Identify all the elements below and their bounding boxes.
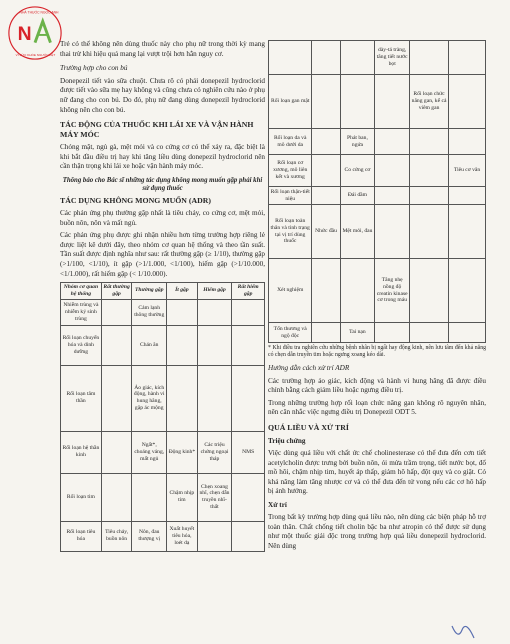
table-cell bbox=[101, 325, 132, 365]
lactation-heading: Trường hợp cho con bú bbox=[60, 64, 128, 73]
table-cell bbox=[101, 431, 132, 473]
table-cell: Rối loạn toàn thân và tình trạng tại vị trí dùng thuốc bbox=[269, 205, 312, 259]
table-cell bbox=[410, 323, 449, 343]
table-cell: Chậm nhịp tim bbox=[167, 473, 198, 521]
table-cell: Rối loạn tim bbox=[61, 473, 102, 521]
table-cell bbox=[312, 323, 340, 343]
svg-text:N: N bbox=[17, 23, 32, 45]
table-cell: Nhức đầu bbox=[312, 205, 340, 259]
table-cell: Tiêu cơ vân bbox=[449, 155, 486, 187]
table-cell bbox=[312, 75, 340, 129]
svg-text:VÌ SỨC KHỎE NGƯỜI VIỆT: VÌ SỨC KHỎE NGƯỜI VIỆT bbox=[15, 53, 56, 58]
table-row bbox=[61, 521, 265, 551]
table-row bbox=[61, 325, 265, 365]
table-cell bbox=[132, 473, 167, 521]
table-row bbox=[269, 129, 486, 155]
table-row bbox=[269, 323, 486, 343]
table-cell bbox=[410, 155, 449, 187]
table-cell bbox=[312, 187, 340, 205]
symptoms-heading: Triệu chứng bbox=[268, 436, 306, 445]
table-cell: Rối loạn cơ xương, mô liên kết và xương bbox=[269, 155, 312, 187]
table-cell: Rối loạn tâm thần bbox=[61, 365, 102, 431]
table-cell: Xuất huyết tiêu hóa, loét dạ bbox=[167, 521, 198, 551]
table-row bbox=[269, 205, 486, 259]
table-cell bbox=[101, 365, 132, 431]
table-cell: Nôn, đau thượng vị bbox=[132, 521, 167, 551]
table-cell bbox=[312, 155, 340, 187]
table-row bbox=[269, 155, 486, 187]
table-cell: Xét nghiệm bbox=[269, 259, 312, 323]
table-cell: NMS bbox=[232, 431, 265, 473]
table-cell: dày-tá tràng, tăng tiết nước bọt bbox=[375, 41, 410, 75]
table-cell: Các triệu chứng ngoại tháp bbox=[197, 431, 232, 473]
adr-paragraph-1: Các phản ứng phụ thường gặp nhất là tiêu chảy, co cứng cơ, mệt mỏi, buồn nôn, nôn và mất ngủ. bbox=[60, 208, 265, 227]
table-cell bbox=[167, 365, 198, 431]
table-cell bbox=[167, 325, 198, 365]
table-cell bbox=[232, 299, 265, 325]
left-column bbox=[60, 40, 265, 552]
table-cell bbox=[410, 259, 449, 323]
table-row bbox=[61, 473, 265, 521]
table-cell bbox=[269, 41, 312, 75]
adr-table-right bbox=[268, 40, 486, 343]
table-cell: Rối loạn tiêu hóa bbox=[61, 521, 102, 551]
table-cell bbox=[312, 259, 340, 323]
table-cell: Tai nạn bbox=[340, 323, 375, 343]
table-cell: Cảm lạnh thông thường bbox=[132, 299, 167, 325]
table-cell bbox=[410, 41, 449, 75]
table-header-row bbox=[61, 283, 265, 300]
treatment-heading: Xử trí bbox=[268, 500, 287, 509]
table-row bbox=[61, 365, 265, 431]
table-cell bbox=[449, 41, 486, 75]
table-cell: Động kinh* bbox=[167, 431, 198, 473]
table-header: Thường gặp bbox=[132, 283, 167, 300]
symptoms-text: Việc dùng quá liều với chất ức chế cholinesterase có thể đưa đến cơn tiết acetylcholin được trưng bởi buồn nôn, ói mửa trầm trọng, tiết nước bọt, đổ mồ hôi, chậm nhịp tim, huyết áp thấp, giảm hô hấp, đột quỵ và co giật. Có khả năng làm tăng nhược cơ và có thể đưa đến tử vong nếu các cơ hô hấp bị ảnh hưởng. bbox=[268, 448, 486, 496]
lactation-text: Donepezil tiết vào sữa chuột. Chưa rõ có phải donepezil hydroclorid được tiết vào sữa mẹ hay không và cũng chưa có nghiên cứu nào ở phụ nữ đang cho con bú. Do đó, phụ nữ đang dùng donepezil hydroclorid không nên cho con bú. bbox=[60, 76, 265, 114]
table-row bbox=[269, 259, 486, 323]
table-cell: Ngất*, choáng váng, mất ngủ bbox=[132, 431, 167, 473]
table-cell: Co cứng cơ bbox=[340, 155, 375, 187]
driving-heading: TÁC ĐỘNG CỦA THUỐC KHI LÁI XE VÀ VẬN HÀNH MÁY MÓC bbox=[60, 120, 254, 140]
table-cell bbox=[375, 205, 410, 259]
table-cell bbox=[232, 365, 265, 431]
adr-paragraph-2: Các phản ứng phụ được ghi nhận nhiều hơn từng trường hợp riêng lẻ được liệt kê dưới đây, theo nhóm cơ quan hệ thống và theo tần suất. Tần suất được định nghĩa như sau: rất thường gặp (≥ 1/10), thường gặp (>1/100, <1/10), ít gặp (>1/1.000, <1/100), hiếm gặp (>1/10.000, <1/1.000), rất hiếm gặp (< 1/10.000). bbox=[60, 231, 265, 278]
table-header: Nhóm cơ quan hệ thống bbox=[61, 283, 102, 300]
table-cell bbox=[197, 325, 232, 365]
table-cell bbox=[375, 187, 410, 205]
table-cell bbox=[410, 205, 449, 259]
driving-text: Chóng mặt, ngủ gà, mệt mỏi và co cứng cơ có thể xảy ra, đặc biệt là khi bắt đầu điều trị hay khi tăng liều dùng donepezil hydroclorid nên cần thận trọng khi lái xe hoặc vận hành máy móc. bbox=[60, 143, 265, 171]
table-cell: Tăng nhẹ nồng độ creatin kinase cơ trong máu bbox=[375, 259, 410, 323]
table-cell bbox=[449, 75, 486, 129]
table-cell: Chẹn xoang nhĩ, chẹn dẫn truyền nhĩ-thất bbox=[197, 473, 232, 521]
right-column bbox=[268, 40, 486, 554]
table-cell bbox=[340, 259, 375, 323]
table-cell: Ảo giác, kích động, hành vi hung hăng, gặp ác mộng bbox=[132, 365, 167, 431]
table-cell bbox=[232, 473, 265, 521]
table-row bbox=[269, 75, 486, 129]
table-row bbox=[61, 299, 265, 325]
table-cell bbox=[375, 323, 410, 343]
adr-heading: TÁC DỤNG KHÔNG MONG MUỐN (ADR) bbox=[60, 195, 211, 205]
overdose-heading: QUÁ LIỀU VÀ XỬ TRÍ bbox=[268, 422, 349, 432]
table-cell bbox=[449, 323, 486, 343]
table-cell bbox=[197, 521, 232, 551]
table-row bbox=[61, 431, 265, 473]
table-header: Rất hiếm gặp bbox=[232, 283, 265, 300]
table-cell: Tổn thương và ngộ độc bbox=[269, 323, 312, 343]
table-cell: Rối loạn chuyển hóa và dinh dưỡng bbox=[61, 325, 102, 365]
table-cell bbox=[197, 299, 232, 325]
table-cell bbox=[101, 299, 132, 325]
table-cell bbox=[449, 259, 486, 323]
table-cell bbox=[312, 129, 340, 155]
pregnancy-text: Trẻ có thể không nên dùng thuốc này cho phụ nữ trong thời kỳ mang thai trừ khi hiệu quả mang lại vượt trội hơn hẳn nguy cơ. bbox=[60, 40, 265, 58]
table-cell bbox=[340, 75, 375, 129]
table-cell bbox=[375, 129, 410, 155]
table-cell: Phát ban, ngứa bbox=[340, 129, 375, 155]
table-cell: Rối loạn chức năng gan, kể cả viêm gan bbox=[410, 75, 449, 129]
table-header: Rất thường gặp bbox=[101, 283, 132, 300]
table-cell bbox=[410, 187, 449, 205]
notice-text: Thông báo cho Bác sĩ những tác dụng không mong muốn gặp phải khi sử dụng thuốc bbox=[62, 176, 263, 193]
table-cell: Rối loạn thận-tiết niệu bbox=[269, 187, 312, 205]
table-cell bbox=[449, 205, 486, 259]
table-cell bbox=[232, 325, 265, 365]
svg-text:NHÀ THUỐC NGỌC ANH: NHÀ THUỐC NGỌC ANH bbox=[19, 10, 59, 15]
signature-mark bbox=[448, 622, 478, 642]
table-cell bbox=[232, 521, 265, 551]
table-cell bbox=[197, 365, 232, 431]
table-cell bbox=[410, 129, 449, 155]
treatment-text: Trong bất kỳ trường hợp dùng quá liều nào, nên dùng các biện pháp hỗ trợ toàn thân. Chất chống tiết cholin bậc ba như atropin có thể được sử dụng như một thuốc giải độc trong trường hợp quá liều donepezil hydroclorid. Nên dùng bbox=[268, 512, 486, 550]
table-cell bbox=[449, 187, 486, 205]
table-cell bbox=[167, 299, 198, 325]
table-row bbox=[269, 41, 486, 75]
table-cell bbox=[375, 75, 410, 129]
adr-handling-heading: Hướng dẫn cách xử trí ADR bbox=[268, 364, 350, 372]
table-cell bbox=[375, 155, 410, 187]
table-header: Hiếm gặp bbox=[197, 283, 232, 300]
table-cell bbox=[312, 41, 340, 75]
table-cell: Chán ăn bbox=[132, 325, 167, 365]
table-cell: Mệt mỏi, đau bbox=[340, 205, 375, 259]
table-cell bbox=[340, 41, 375, 75]
pharmacy-logo bbox=[6, 4, 64, 62]
table-cell: Đái dầm bbox=[340, 187, 375, 205]
adr-handling-text-2: Trong những trường hợp rối loạn chức năng gan không rõ nguyên nhân, nên cân nhắc việc ngưng điều trị Donepezil ODT 5. bbox=[268, 398, 486, 417]
table-cell bbox=[101, 473, 132, 521]
table-cell: Nhiễm trùng và nhiễm ký sinh trùng bbox=[61, 299, 102, 325]
table-cell: Tiêu chảy, buồn nôn bbox=[101, 521, 132, 551]
table-row bbox=[269, 187, 486, 205]
table-cell: Rối loạn hệ thần kinh bbox=[61, 431, 102, 473]
adr-table-left bbox=[60, 282, 265, 552]
table-header: Ít gặp bbox=[167, 283, 198, 300]
table-footnote: * Khi điều tra nghiên cứu những bệnh nhân bị ngất hay động kinh, nên lưu tâm đến khả năng có chẹn dẫn truyền tim hoặc ngưng xoang kéo dài. bbox=[268, 345, 486, 358]
table-cell: Rối loạn gan mật bbox=[269, 75, 312, 129]
table-cell: Rối loạn da và mô dưới da bbox=[269, 129, 312, 155]
adr-handling-text-1: Các trường hợp ảo giác, kích động và hành vi hung hăng đã được điều chỉnh bằng cách giảm liều hoặc ngưng điều trị. bbox=[268, 376, 486, 395]
table-cell bbox=[449, 129, 486, 155]
